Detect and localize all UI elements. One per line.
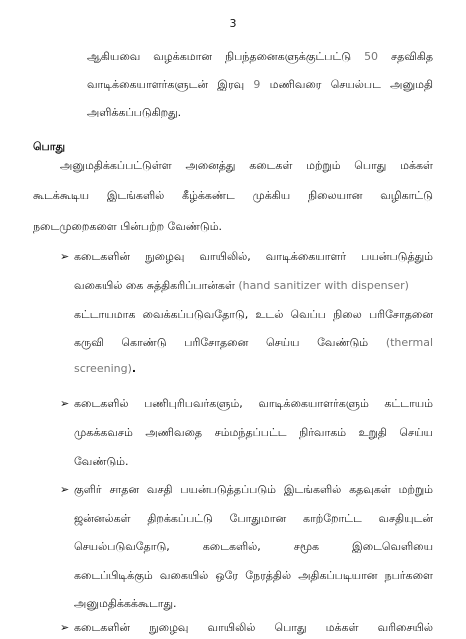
bullet-marker: ➢ [60,250,70,263]
bullet-2-line-2: முகக்கவசம் அணிவதை சம்மந்தப்பட்ட நிர்வாகம் உறுதி செய்ய [74,426,433,439]
bullet-marker: ➢ [60,621,70,634]
intro-line-3: அளிக்கப்படுகிறது. [87,106,182,119]
section-heading: பொது [33,140,66,153]
bullet-1-line-5: screening). [74,362,137,375]
bullet-3-line-3: செயல்படுவதோடு, கடைகளில், சமூக இடைவெளியை [74,540,433,553]
bullet-2-line-1: கடைகளில் பணிபுரிபவர்களும், வாடிக்கையாளர்களும் கட்டாயம் [74,397,433,410]
intro-line-2: வாடிக்கையாளர்களுடன் இரவு 9 மணிவரை செயல்பட அனுமதி [87,78,433,91]
bullet-marker: ➢ [60,483,70,496]
bullet-4-line-1: கடைகளின் நுழைவு வாயிலில் பொது மக்கள் வரிசையில் [74,621,433,634]
section-intro-line-2: கூடக்கூடிய இடங்களில் கீழ்க்கண்ட முக்கிய நிலையான வழிகாட்டு [33,189,433,202]
bullet-1-line-4: கருவி கொண்டு பரிசோதனை செய்ய வேண்டும் (thermal [74,336,433,349]
bullet-3-line-5: அனுமதிக்கக்கூடாது. [74,597,177,610]
bullet-3-line-4: கடைப்பிடிக்கும் வகையில் ஒரே நேரத்தில் அதிகப்படியான நபர்களை [74,569,433,582]
section-intro-line-1: அனுமதிக்கப்பட்டுள்ள அனைத்து கடைகள் மற்றும் பொது மக்கள் [60,159,433,172]
bullet-marker: ➢ [60,397,70,410]
page-number: 3 [229,17,237,30]
bullet-1-line-3: கட்டாயமாக வைக்கப்படுவதோடு, உடல் வெப்ப நிலை பரிசோதனை [74,308,433,321]
section-intro-line-3: நடைமுறைகளை பின்பற்ற வேண்டும். [33,220,223,233]
bullet-1-line-1: கடைகளின் நுழைவு வாயிலில், வாடிக்கையாளர் பயன்படுத்தும் [74,250,433,263]
bullet-3-line-1: குளிர் சாதன வசதி பயன்படுத்தப்படும் இடங்களில் கதவுகள் மற்றும் [74,483,433,496]
bullet-3-line-2: ஜன்னல்கள் திறக்கப்பட்டு போதுமான காற்றோட்ட வசதியுடன் [74,512,433,525]
bullet-2-line-3: வேண்டும். [74,455,129,468]
intro-line-1: ஆகியவை வழக்கமான நிபந்தனைகளுக்குட்பட்டு 50 சதவிகித [87,50,433,63]
bullet-1-line-2: வகையில் கை சுத்திகரிப்பான்கள் (hand sanitizer with dispenser) [74,279,409,292]
